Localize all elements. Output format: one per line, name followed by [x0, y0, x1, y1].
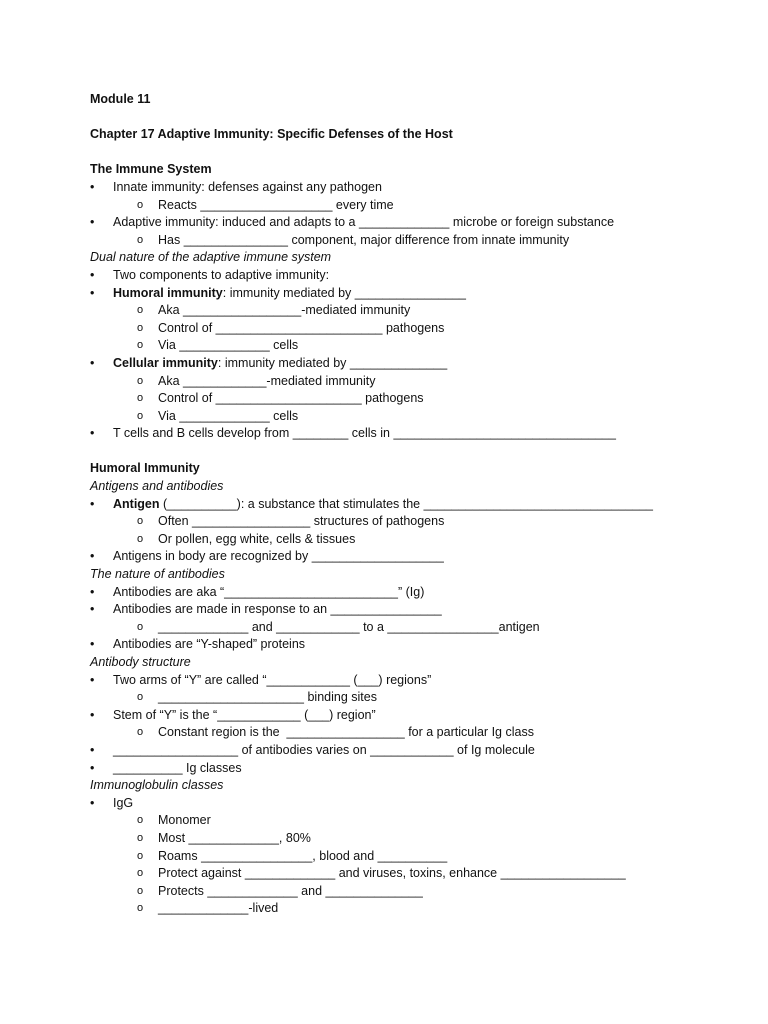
list-item-text: Protect against _____________ and viruses, toxins, enhance __________________ — [158, 866, 626, 881]
list-item-text: Constant region is the _________________ for a particular Ig class — [158, 725, 534, 740]
bullet-marker: • — [90, 496, 95, 511]
bullet-marker: • — [90, 179, 95, 194]
sub-bullet-marker: o — [137, 814, 144, 827]
sub-list-item — [90, 689, 750, 707]
document-page — [90, 91, 750, 918]
list-item — [90, 548, 750, 566]
list-item-text: Most _____________, 80% — [158, 830, 311, 845]
list-item-text: Protects _____________ and ______________ — [158, 883, 423, 898]
sub-bullet-marker: o — [137, 321, 144, 334]
list-item — [90, 601, 750, 619]
subheading-antigens-antibodies: Antigens and antibodies — [90, 479, 224, 494]
bullet-marker: • — [90, 285, 95, 300]
list-item-text: : immunity mediated by ________________ — [222, 285, 466, 300]
sub-bullet-marker: o — [137, 867, 144, 880]
list-item-text: IgG — [113, 795, 134, 810]
sub-bullet-marker: o — [137, 409, 144, 422]
subheading-immunoglobulin-classes: Immunoglobulin classes — [90, 778, 224, 793]
sub-list-item — [90, 197, 750, 215]
list-item-text: (__________): a substance that stimulates the _________________________________ — [159, 496, 654, 511]
list-item-text: Control of ________________________ pathogens — [158, 320, 445, 335]
list-item-text: Stem of “Y” is the “____________ (___) region” — [113, 707, 376, 722]
list-item-text: Has _______________ component, major difference from innate immunity — [158, 232, 570, 247]
bullet-marker: • — [90, 795, 95, 810]
sub-bullet-marker: o — [137, 392, 144, 405]
sub-bullet-marker: o — [137, 884, 144, 897]
bullet-marker: • — [90, 355, 95, 370]
list-item — [90, 267, 750, 285]
list-item — [90, 760, 750, 778]
sub-list-item — [90, 865, 750, 883]
sub-bullet-marker: o — [137, 902, 144, 915]
sub-list-item — [90, 848, 750, 866]
list-item-text: Often _________________ structures of pathogens — [158, 514, 445, 529]
sub-list-item — [90, 513, 750, 531]
bullet-marker: • — [90, 707, 95, 722]
spacer — [90, 144, 750, 162]
sub-list-item — [90, 408, 750, 426]
bullet-marker: • — [90, 549, 95, 564]
list-item — [90, 179, 750, 197]
list-item-text: Two components to adaptive immunity: — [113, 267, 330, 282]
list-item-text: Via _____________ cells — [158, 408, 299, 423]
bullet-marker: • — [90, 215, 95, 230]
list-item-text: Adaptive immunity: induced and adapts to a _____________ microbe or foreign substance — [113, 215, 615, 230]
sub-bullet-marker: o — [137, 691, 144, 704]
bullet-marker: • — [90, 672, 95, 687]
list-item-text: Antigens in body are recognized by ___________________ — [113, 549, 444, 564]
bullet-marker: • — [90, 742, 95, 757]
list-item — [90, 496, 750, 514]
sub-list-item — [90, 830, 750, 848]
sub-bullet-marker: o — [137, 374, 144, 387]
sub-bullet-marker: o — [137, 233, 144, 246]
section-heading-immune-system: The Immune System — [90, 162, 212, 177]
list-item — [90, 285, 750, 303]
list-item-text: Innate immunity: defenses against any pathogen — [113, 179, 382, 194]
bullet-marker: • — [90, 760, 95, 775]
sub-bullet-marker: o — [137, 515, 144, 528]
sub-list-item — [90, 883, 750, 901]
list-item-text: _____________-lived — [158, 901, 279, 916]
bullet-marker: • — [90, 602, 95, 617]
list-item-text: _____________ and ____________ to a ________________antigen — [158, 619, 540, 634]
sub-list-item — [90, 619, 750, 637]
sub-list-item — [90, 320, 750, 338]
bullet-marker: • — [90, 637, 95, 652]
module-title: Module 11 — [90, 92, 151, 106]
bullet-marker: • — [90, 584, 95, 599]
list-item — [90, 584, 750, 602]
sub-list-item — [90, 724, 750, 742]
section-heading-humoral-immunity: Humoral Immunity — [90, 461, 200, 476]
list-item-text: T cells and B cells develop from ________ cells in ________________________________ — [113, 426, 616, 441]
sub-bullet-marker: o — [137, 849, 144, 862]
sub-bullet-marker: o — [137, 339, 144, 352]
list-item — [90, 707, 750, 725]
term-bold: Antigen — [113, 496, 160, 511]
sub-list-item — [90, 390, 750, 408]
list-item-text: __________ Ig classes — [113, 760, 242, 775]
sub-list-item — [90, 337, 750, 355]
list-item-text: _____________________ binding sites — [158, 690, 377, 705]
sub-bullet-marker: o — [137, 620, 144, 633]
sub-list-item — [90, 812, 750, 830]
list-item-text: Reacts ___________________ every time — [158, 197, 394, 212]
bullet-marker: • — [90, 267, 95, 282]
sub-bullet-marker: o — [137, 532, 144, 545]
list-item-text: Roams ________________, blood and __________ — [158, 848, 448, 863]
sub-bullet-marker: o — [137, 831, 144, 844]
list-item — [90, 425, 750, 443]
list-item — [90, 795, 750, 813]
spacer — [90, 443, 750, 461]
sub-list-item — [90, 531, 750, 549]
chapter-title: Chapter 17 Adaptive Immunity: Specific Defenses of the Host — [90, 127, 453, 142]
list-item-text: Or pollen, egg white, cells & tissues — [158, 531, 356, 546]
sub-bullet-marker: o — [137, 304, 144, 317]
sub-list-item — [90, 373, 750, 391]
list-item-text: Aka ____________-mediated immunity — [158, 373, 376, 388]
list-item-text: Aka _________________-mediated immunity — [158, 303, 411, 318]
list-item-text: : immunity mediated by ______________ — [217, 355, 448, 370]
list-item — [90, 672, 750, 690]
list-item-text: Antibodies are “Y-shaped” proteins — [113, 637, 306, 652]
sub-bullet-marker: o — [137, 726, 144, 739]
term-bold: Humoral immunity — [113, 285, 223, 300]
list-item — [90, 742, 750, 760]
spacer — [90, 109, 750, 127]
subheading-antibody-structure: Antibody structure — [90, 655, 191, 669]
list-item — [90, 355, 750, 373]
list-item-text: Via _____________ cells — [158, 338, 299, 353]
list-item-text: Antibodies are made in response to an ________________ — [113, 602, 442, 617]
subheading-dual-nature: Dual nature of the adaptive immune system — [90, 250, 332, 265]
sub-list-item — [90, 302, 750, 320]
sub-list-item — [90, 232, 750, 250]
list-item — [90, 636, 750, 654]
list-item — [90, 214, 750, 232]
list-item-text: Antibodies are aka “_________________________” (Ig) — [113, 584, 425, 599]
term-bold: Cellular immunity — [113, 355, 218, 370]
sub-list-item — [90, 900, 750, 918]
list-item-text: Control of _____________________ pathogens — [158, 391, 424, 406]
bullet-marker: • — [90, 426, 95, 441]
sub-bullet-marker: o — [137, 198, 144, 211]
subheading-nature-of-antibodies: The nature of antibodies — [90, 567, 225, 582]
list-item-text: Two arms of “Y” are called “____________ (___) regions” — [113, 672, 432, 687]
list-item-text: Monomer — [158, 813, 211, 828]
list-item-text: __________________ of antibodies varies on ____________ of Ig molecule — [113, 742, 535, 757]
